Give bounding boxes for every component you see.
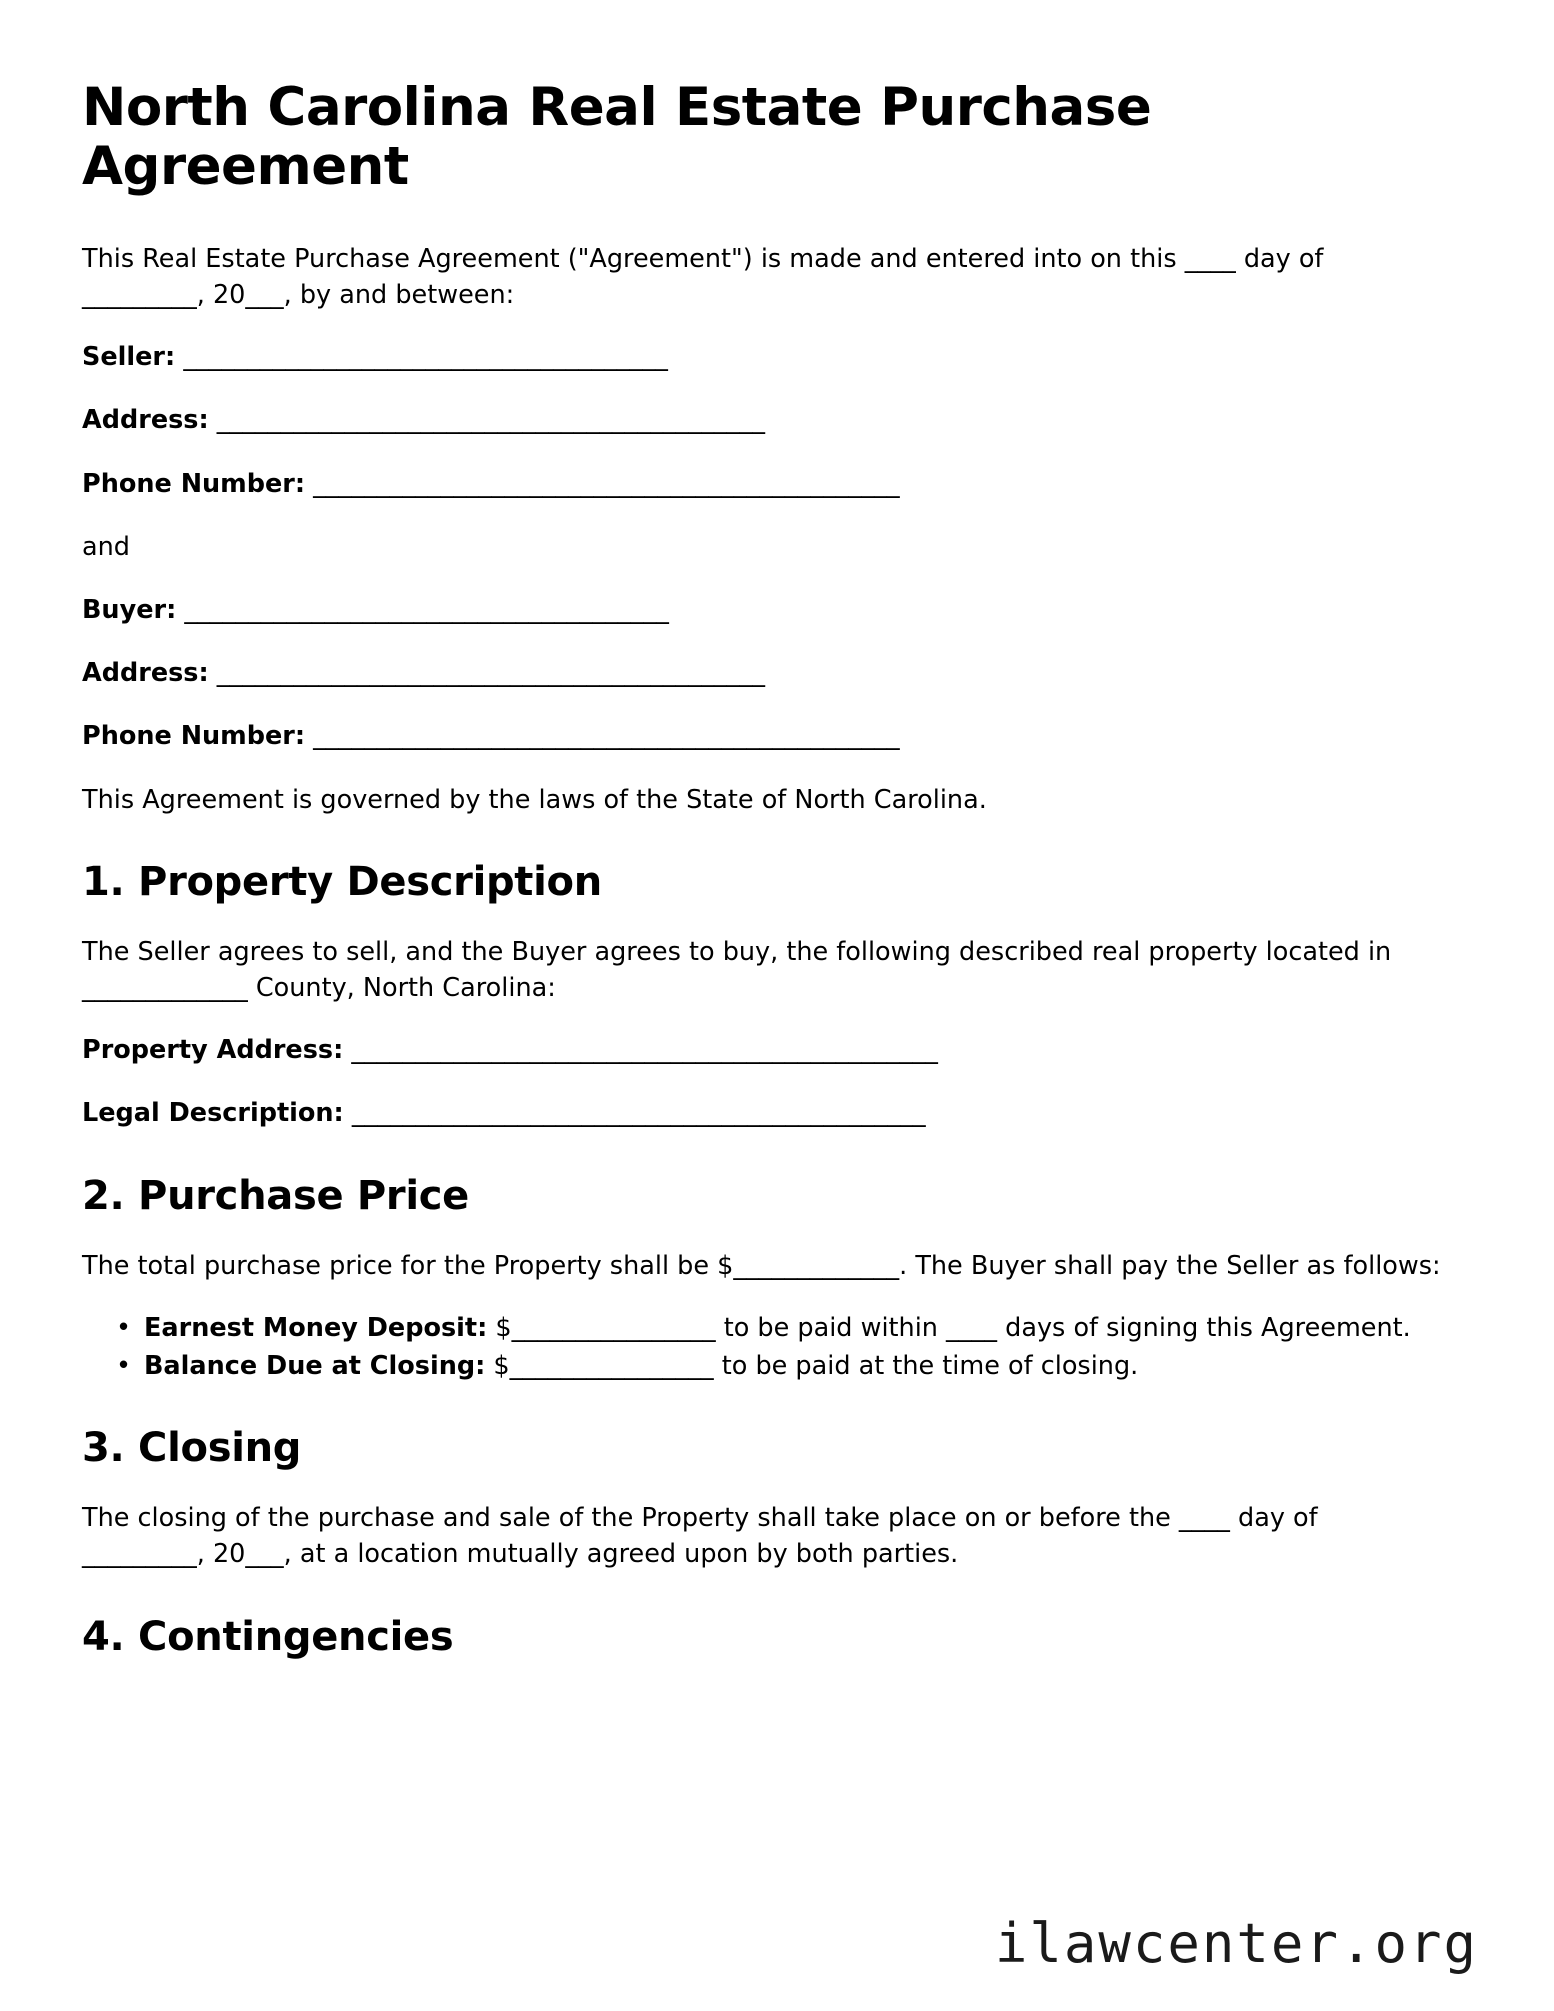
- legal-description-label: Legal Description:: [82, 1098, 344, 1129]
- seller-phone-field: [82, 466, 1472, 502]
- seller-address-field: [82, 402, 1472, 438]
- earnest-money-deposit-text[interactable]: $________________ to be paid within ____ days of signing this Agreement.: [487, 1312, 1411, 1343]
- seller-phone-label: Phone Number:: [82, 468, 306, 499]
- buyer-name-field: [82, 592, 1472, 628]
- seller-name-blank[interactable]: ______________________________________: [175, 342, 668, 373]
- section-heading-closing: 3. Closing: [82, 1425, 302, 1472]
- buyer-phone-field: [82, 718, 1472, 754]
- property-address-label: Property Address:: [82, 1035, 344, 1066]
- list-item: [144, 1310, 1454, 1346]
- section-heading-purchase-price: 2. Purchase Price: [82, 1172, 470, 1219]
- page-title: North Carolina Real Estate Purchase Agreement: [82, 77, 1152, 198]
- buyer-address-blank[interactable]: ___________________________________________: [208, 658, 766, 689]
- legal-description-blank[interactable]: _____________________________________________: [343, 1098, 926, 1129]
- buyer-name-blank[interactable]: ______________________________________: [176, 594, 669, 625]
- property-address-field: [82, 1032, 1472, 1068]
- balance-due-at-closing-label: Balance Due at Closing:: [144, 1350, 486, 1381]
- intro-paragraph: This Real Estate Purchase Agreement ("Agreement") is made and entered into on this ____ day of _________, 20___, by and between:: [82, 243, 1324, 310]
- buyer-address-label: Address:: [82, 658, 209, 689]
- list-item: [144, 1348, 1454, 1384]
- parties-conjunction: and: [82, 531, 130, 562]
- buyer-name-label: Buyer:: [82, 594, 177, 625]
- seller-address-blank[interactable]: ___________________________________________: [208, 405, 766, 436]
- section-heading-contingencies: 4. Contingencies: [82, 1613, 454, 1660]
- purchase-price-terms-list: [82, 1310, 1472, 1384]
- buyer-phone-label: Phone Number:: [82, 721, 306, 752]
- property-address-blank[interactable]: ______________________________________________: [343, 1035, 938, 1066]
- buyer-phone-blank[interactable]: ______________________________________________: [305, 721, 900, 752]
- site-watermark: ilawcenter.org: [994, 1912, 1478, 1975]
- governing-law-paragraph: This Agreement is governed by the laws of the State of North Carolina.: [82, 784, 987, 815]
- seller-name-field: [82, 339, 1472, 375]
- seller-phone-blank[interactable]: ______________________________________________: [305, 468, 900, 499]
- earnest-money-deposit-label: Earnest Money Deposit:: [144, 1312, 488, 1343]
- section-body-property-description: The Seller agrees to sell, and the Buyer agrees to buy, the following described real property located in _____________ County, North Carolina:: [82, 936, 1392, 1003]
- section-body-purchase-price: The total purchase price for the Property shall be $_____________. The Buyer shall pay the Seller as follows:: [82, 1250, 1441, 1281]
- seller-address-label: Address:: [82, 405, 209, 436]
- legal-description-field: [82, 1095, 1472, 1131]
- balance-due-at-closing-text[interactable]: $________________ to be paid at the time of closing.: [485, 1350, 1139, 1381]
- section-body-closing: The closing of the purchase and sale of the Property shall take place on or before the ____ day of _________, 20___, at a location mutually agreed upon by both parties.: [82, 1503, 1318, 1570]
- buyer-address-field: [82, 655, 1472, 691]
- seller-name-label: Seller:: [82, 342, 176, 373]
- section-heading-property-description: 1. Property Description: [82, 858, 602, 905]
